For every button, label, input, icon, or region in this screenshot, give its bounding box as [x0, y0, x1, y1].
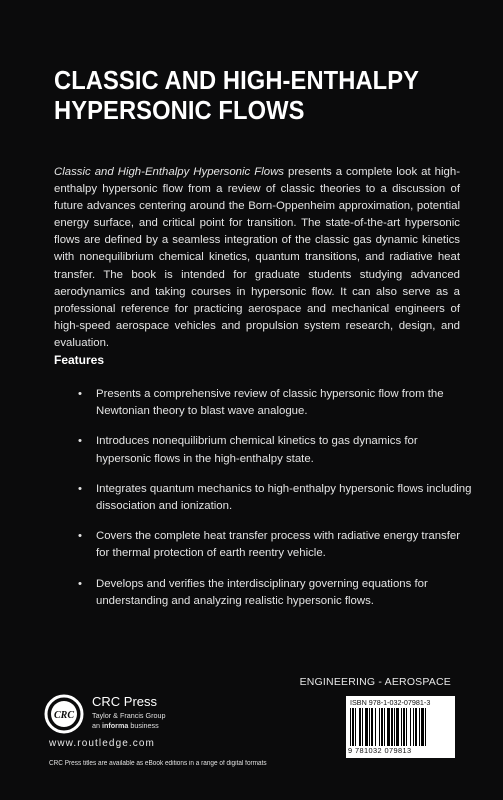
publisher-name: CRC Press	[92, 694, 158, 709]
crc-logo-text: CRC	[53, 710, 75, 721]
feature-item	[78, 481, 473, 515]
feature-text: Introduces nonequilibrium chemical kinetics to gas dynamics for hypersonic flows in the high-enthalpy state.	[96, 435, 418, 465]
feature-text: Integrates quantum mechanics to high-enthalpy hypersonic flows including dissociation and ionization.	[96, 482, 472, 513]
publisher-website: www.routledge.com	[49, 738, 155, 749]
crc-logo-icon	[44, 694, 84, 734]
bullet-icon: •	[78, 530, 82, 543]
subject-category: ENGINEERING - AEROSPACE	[299, 676, 451, 688]
publisher-parent	[92, 721, 159, 730]
features-list	[78, 386, 473, 623]
bullet-icon: •	[78, 482, 82, 495]
feature-item	[78, 433, 473, 467]
bullet-icon: •	[78, 577, 82, 590]
bullet-icon: •	[78, 388, 82, 400]
title-line-1: CLASSIC AND HIGH-ENTHALPY	[54, 67, 420, 95]
ebook-note: CRC Press titles are available as eBook editions in a range of digital formats	[49, 760, 267, 767]
feature-item	[78, 528, 473, 562]
bullet-icon: •	[78, 435, 82, 448]
book-description	[54, 164, 460, 352]
barcode-image	[350, 708, 451, 746]
description-book-title: Classic and High-Enthalpy Hypersonic Flows	[54, 166, 284, 178]
parent-suffix: business	[128, 721, 159, 730]
title-line-2: HYPERSONIC FLOWS	[54, 97, 305, 125]
barcode-panel	[346, 696, 455, 758]
parent-prefix: an	[92, 721, 102, 730]
feature-text: Presents a comprehensive review of classic hypersonic flow from the Newtonian theory to blast wave analogue.	[96, 388, 444, 418]
book-title	[54, 66, 445, 126]
parent-name: informa	[102, 721, 129, 730]
description-text: presents a complete look at high-enthalpy hypersonic flow from a review of classic theories to a discussion of future advances centering around the Born-Oppenheim approximation, potential energy surface, and critical point for transition. The state-of-the-art hypersonic flows are defined by a seamless integration of the classic gas dynamic kinetics with nonequilibrium chemical kinetics, quantum transitions, and radiative heat transfer. The book is intended for graduate students studying advanced aerodynamics and taking courses in hypersonic flow. It can also serve as a professional reference for practicing aerospace and mechanical engineers of high-speed aerospace vehicles and propulsion system research, design, and evaluation.	[54, 166, 460, 349]
barcode-digits: 9 781032 079813	[348, 746, 412, 755]
feature-text: Develops and verifies the interdisciplinary governing equations for understanding and analyzing realistic hypersonic flows.	[96, 577, 428, 607]
isbn-label: ISBN 978-1-032-07981-3	[350, 698, 431, 707]
feature-item	[78, 576, 473, 610]
feature-item	[78, 386, 473, 420]
features-heading: Features	[54, 353, 105, 367]
publisher-group: Taylor & Francis Group	[92, 711, 166, 720]
feature-text: Covers the complete heat transfer process with radiative energy transfer for thermal protection of earth reentry vehicle.	[96, 530, 461, 560]
